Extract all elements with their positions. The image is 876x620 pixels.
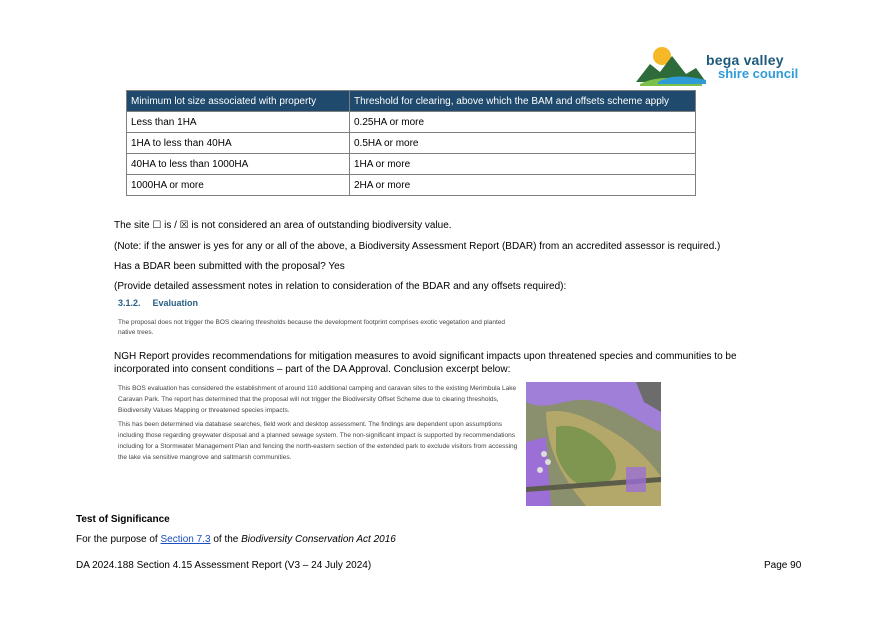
- provide-notes: (Provide detailed assessment notes in relation to consideration of the BDAR and any offsets required):: [114, 281, 567, 292]
- page-number: Page 90: [764, 560, 802, 571]
- table-cell: 40HA to less than 1000HA: [127, 154, 350, 175]
- table-row: [127, 154, 696, 175]
- ngh-report-text: NGH Report provides recommendations for mitigation measures to avoid significant impacts upon threatened species and communities to be incorporated into consent conditions – part of the DA Approval. Conclusion excerpt below:: [114, 351, 737, 375]
- table-cell: 1HA or more: [350, 154, 696, 175]
- excerpt-evaluation-text: The proposal does not trigger the BOS clearing thresholds because the development footprint comprises exotic vegetation and planted native trees.: [118, 319, 505, 336]
- excerpt-paragraph: This BOS evaluation has considered the establishment of around 110 additional camping and caravan sites to the existing Merimbula Lake Caravan Park. The report has determined that the proposal will not trigger the Biodiversity Offset Scheme due to clearing thresholds, Biodiversity Values Mapping or threatened species impacts.: [118, 385, 517, 414]
- table-cell: 0.25HA or more: [350, 112, 696, 133]
- table-row: [127, 112, 696, 133]
- excerpt-heading: 3.1.2. Evaluation: [118, 298, 199, 308]
- section-7-3-link[interactable]: Section 7.3: [160, 534, 211, 545]
- excerpt-paragraph: This has been determined via database searches, field work and desktop assessment. The findings are dependent upon assumptions including those regarding greywater disposal and a planned sewage system. The non-significant impact is supported by recommendations including for a Stormwater Management Plan and fencing the north-eastern section of the extended park to exclude visitors from accessing the lake via sensitive mangrove and saltmarsh communities.: [118, 421, 518, 461]
- checked-box-icon[interactable]: ☒: [179, 220, 189, 231]
- bdar-note: (Note: if the answer is yes for any or all of the above, a Biodiversity Assessment Report (BDAR) from an accredited assessor is required.): [114, 241, 721, 252]
- site-statement: The site ☐ is / ☒ is not considered an area of outstanding biodiversity value.: [114, 220, 452, 231]
- bdar-question: Has a BDAR been submitted with the proposal? Yes: [114, 261, 345, 272]
- logo-text-shire-council: shire council: [718, 66, 799, 81]
- site-map-image: [526, 382, 661, 506]
- footer-title: DA 2024.188 Section 4.15 Assessment Report (V3 – 24 July 2024): [76, 560, 372, 571]
- threshold-table: [126, 90, 696, 196]
- purpose-statement: For the purpose of Section 7.3 of the Biodiversity Conservation Act 2016: [76, 534, 396, 545]
- table-cell: 0.5HA or more: [350, 133, 696, 154]
- table-header: Threshold for clearing, above which the BAM and offsets scheme apply: [350, 91, 696, 112]
- table-cell: 1000HA or more: [127, 175, 350, 196]
- logo-text-bega-valley: bega valley: [706, 52, 784, 68]
- table-header-row: [127, 91, 696, 112]
- table-cell: 1HA to less than 40HA: [127, 133, 350, 154]
- excerpt-conclusion: [118, 383, 518, 466]
- table-cell: 2HA or more: [350, 175, 696, 196]
- test-of-significance-heading: Test of Significance: [76, 514, 170, 525]
- table-row: [127, 133, 696, 154]
- unchecked-box-icon[interactable]: ☐: [152, 220, 162, 231]
- table-cell: Less than 1HA: [127, 112, 350, 133]
- table-header: Minimum lot size associated with property: [127, 91, 350, 112]
- table-row: [127, 175, 696, 196]
